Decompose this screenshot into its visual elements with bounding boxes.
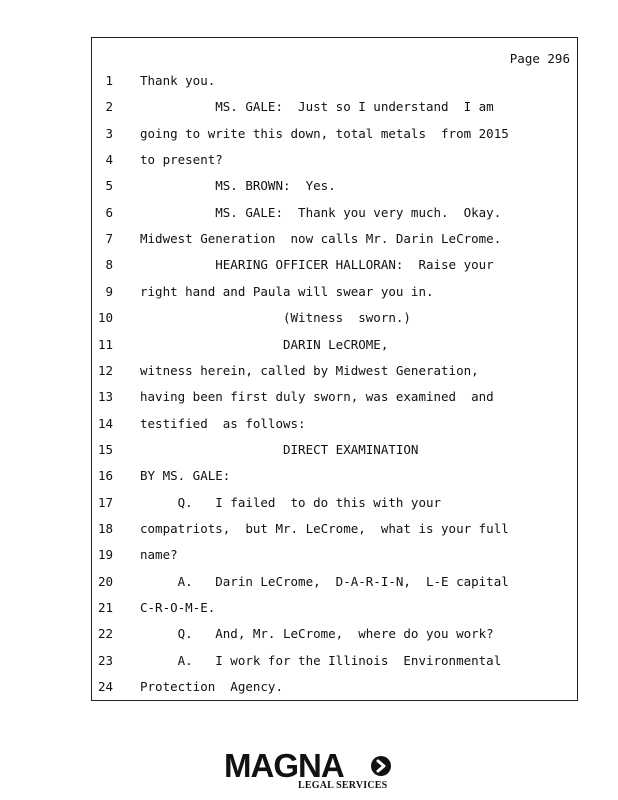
line-text: Q. And, Mr. LeCrome, where do you work? <box>140 626 494 642</box>
line-number: 3 <box>105 125 113 141</box>
line-number: 24 <box>97 679 113 695</box>
line-text: DIRECT EXAMINATION <box>140 441 419 457</box>
line-number: 16 <box>97 468 113 484</box>
line-number: 8 <box>105 257 113 273</box>
transcript-line <box>92 337 577 357</box>
transcript-line <box>92 363 577 383</box>
line-number: 15 <box>97 441 113 457</box>
line-number: 6 <box>105 204 113 220</box>
transcript-line <box>92 73 577 93</box>
line-number: 7 <box>105 231 113 247</box>
transcript-line <box>92 99 577 119</box>
line-text: going to write this down, total metals from 2015 <box>140 125 509 141</box>
line-text: to present? <box>140 152 223 168</box>
line-text: Q. I failed to do this with your <box>140 494 442 510</box>
line-text: A. Darin LeCrome, D-A-R-I-N, L-E capital <box>140 573 509 589</box>
logo-tagline: LEGAL SERVICES <box>298 780 388 791</box>
line-number: 19 <box>97 547 113 563</box>
page-number: Page 296 <box>509 51 570 66</box>
transcript-line <box>92 389 577 409</box>
transcript-line <box>92 495 577 515</box>
line-number: 5 <box>105 178 113 194</box>
line-number: 22 <box>97 626 113 642</box>
line-text: compatriots, but Mr. LeCrome, what is your full <box>140 520 509 536</box>
line-number: 9 <box>105 283 113 299</box>
line-text: witness herein, called by Midwest Generation, <box>140 362 479 378</box>
line-text: MS. GALE: Just so I understand I am <box>140 99 494 115</box>
line-text: testified as follows: <box>140 415 306 431</box>
line-text: right hand and Paula will swear you in. <box>140 283 434 299</box>
line-text: (Witness sworn.) <box>140 310 411 326</box>
line-number: 14 <box>97 415 113 431</box>
line-text: Midwest Generation now calls Mr. Darin LeCrome. <box>140 231 502 247</box>
line-number: 4 <box>105 152 113 168</box>
line-number: 11 <box>97 336 113 352</box>
line-text: A. I work for the Illinois Environmental <box>140 652 502 668</box>
line-number: 21 <box>97 600 113 615</box>
line-number: 17 <box>97 494 113 510</box>
transcript-line <box>92 600 577 620</box>
line-number: 1 <box>105 73 113 88</box>
chevron-right-circle-icon <box>370 755 392 777</box>
line-text: Protection Agency. <box>140 679 283 695</box>
line-text: Thank you. <box>140 73 216 88</box>
transcript-line <box>92 547 577 567</box>
transcript-line <box>92 626 577 646</box>
transcript-line <box>92 152 577 172</box>
line-number: 13 <box>97 389 113 405</box>
transcript-line <box>92 468 577 488</box>
transcript-line <box>92 574 577 594</box>
line-text: C-R-O-M-E. <box>140 600 216 615</box>
line-text: having been first duly sworn, was examined and <box>140 389 494 405</box>
transcript-line <box>92 521 577 541</box>
transcript-line <box>92 257 577 277</box>
line-text: BY MS. GALE: <box>140 468 231 484</box>
line-text: DARIN LeCROME, <box>140 336 389 352</box>
transcript-line <box>92 284 577 304</box>
transcript-line <box>92 416 577 436</box>
transcript-page <box>91 37 578 701</box>
transcript-line <box>92 679 577 699</box>
transcript-line <box>92 653 577 673</box>
magna-logo <box>224 748 404 794</box>
line-number: 10 <box>97 310 113 326</box>
transcript-line <box>92 231 577 251</box>
line-number: 12 <box>97 362 113 378</box>
logo-wordmark: MAGNA <box>224 747 344 784</box>
transcript-line <box>92 178 577 198</box>
transcript-line <box>92 126 577 146</box>
line-text: MS. GALE: Thank you very much. Okay. <box>140 204 502 220</box>
line-number: 20 <box>97 573 113 589</box>
line-number: 2 <box>105 99 113 115</box>
line-text: name? <box>140 547 178 563</box>
transcript-line <box>92 205 577 225</box>
transcript-line <box>92 442 577 462</box>
line-number: 23 <box>97 652 113 668</box>
line-text: MS. BROWN: Yes. <box>140 178 336 194</box>
line-number: 18 <box>97 520 113 536</box>
line-text: HEARING OFFICER HALLORAN: Raise your <box>140 257 494 273</box>
transcript-line <box>92 310 577 330</box>
